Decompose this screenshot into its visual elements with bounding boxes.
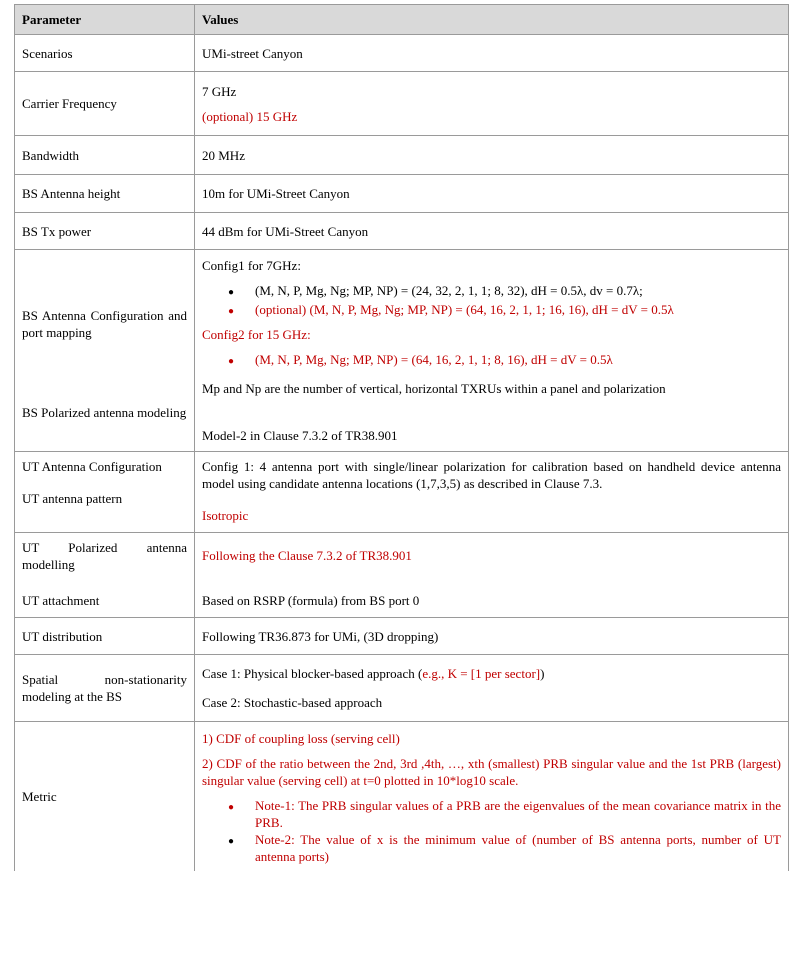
table-row — [15, 722, 789, 872]
row-value: UMi-street Canyon — [195, 35, 789, 72]
table-row — [15, 213, 789, 250]
row-label: UT distribution — [15, 618, 195, 655]
row-value: 44 dBm for UMi-Street Canyon — [195, 213, 789, 250]
parameter-table — [14, 4, 789, 871]
header-values: Values — [195, 5, 789, 35]
ut-polarized-label: UT Polarized antenna modelling — [22, 540, 187, 572]
table-row — [15, 533, 789, 618]
case1: Case 1: Physical blocker-based approach (e.g., K = [1 per sector]) — [202, 666, 545, 681]
row-value — [195, 722, 789, 872]
bs-polarized-value: Model-2 in Clause 7.3.2 of TR38.901 — [202, 428, 398, 443]
table-header-row — [15, 5, 789, 35]
case2: Case 2: Stochastic-based approach — [202, 695, 383, 710]
ut-config-label: UT Antenna Configuration — [22, 459, 162, 474]
metric-note-2: ● Note-2: The value of x is the minimum value of (number of BS antenna ports, number of UT antenna ports) — [228, 832, 781, 864]
table-row — [15, 35, 789, 72]
row-value — [195, 250, 789, 452]
table-row — [15, 72, 789, 136]
table-row — [15, 655, 789, 722]
row-label: Bandwidth — [15, 136, 195, 175]
config2-bullet-text: (M, N, P, Mg, Ng; MP, NP) = (64, 16, 2, 1, 1; 8, 16), dH = dV = 0.5λ — [255, 352, 613, 367]
config1-bullet: ● (M, N, P, Mg, Ng; MP, NP) = (24, 32, 2, 1, 1; 8, 32), dH = 0.5λ, dv = 0.7λ; — [228, 283, 643, 298]
row-label — [15, 452, 195, 533]
row-value: 20 MHz — [195, 136, 789, 175]
table-row — [15, 175, 789, 213]
table-row — [15, 250, 789, 452]
case1-example: e.g., K = [1 per sector] — [422, 666, 541, 681]
table-row — [15, 452, 789, 533]
table-row — [15, 136, 789, 175]
txru-note: Mp and Np are the number of vertical, horizontal TXRUs within a panel and polarization — [202, 381, 666, 396]
row-label: BS Antenna height — [15, 175, 195, 213]
metric-item-1: 1) CDF of coupling loss (serving cell) — [202, 731, 400, 746]
row-label: Spatial non-stationarity modeling at the BS — [15, 655, 195, 722]
ut-attach-value: Based on RSRP (formula) from BS port 0 — [202, 593, 420, 608]
config1-optional-bullet: ● (optional) (M, N, P, Mg, Ng; MP, NP) = (64, 16, 2, 1, 1; 16, 16), dH = dV = 0.5λ — [228, 302, 674, 317]
table-row — [15, 618, 789, 655]
row-label — [15, 533, 195, 618]
config2-title: Config2 for 15 GHz: — [202, 327, 311, 342]
row-value — [195, 72, 789, 136]
row-label: BS Tx power — [15, 213, 195, 250]
metric-item-2: 2) CDF of the ratio between the 2nd, 3rd ,4th, …, xth (smallest) PRB singular value and the 1st PRB (largest) singular value (serving cell) at t=0 plotted in 10*log10 scale. — [202, 756, 781, 788]
bs-config-label: BS Antenna Configuration and port mapping — [22, 308, 187, 340]
config1-optional-text: (optional) (M, N, P, Mg, Ng; MP, NP) = (64, 16, 2, 1, 1; 16, 16), dH = dV = 0.5λ — [255, 302, 674, 317]
row-label: Metric — [15, 722, 195, 872]
row-value — [195, 655, 789, 722]
row-label: Carrier Frequency — [15, 72, 195, 136]
carrier-7ghz: 7 GHz — [202, 83, 237, 99]
row-value: 10m for UMi-Street Canyon — [195, 175, 789, 213]
config2-bullet: ● (M, N, P, Mg, Ng; MP, NP) = (64, 16, 2, 1, 1; 8, 16), dH = dV = 0.5λ — [228, 352, 613, 367]
note-1-text: Note-1: The PRB singular values of a PRB are the eigenvalues of the mean covariance matrix in the PRB. — [255, 798, 781, 830]
row-label: Scenarios — [15, 35, 195, 72]
row-label — [15, 250, 195, 452]
header-parameter: Parameter — [15, 5, 195, 35]
metric-note-1: ● Note-1: The PRB singular values of a PRB are the eigenvalues of the mean covariance matrix in the PRB. — [228, 798, 781, 830]
bs-polarized-label: BS Polarized antenna modeling — [22, 405, 187, 420]
config1-title: Config1 for 7GHz: — [202, 258, 301, 273]
ut-attach-label: UT attachment — [22, 593, 100, 608]
row-value: Following TR36.873 for UMi, (3D dropping) — [195, 618, 789, 655]
config1-bullet-text: (M, N, P, Mg, Ng; MP, NP) = (24, 32, 2, 1, 1; 8, 32), dH = 0.5λ, dv = 0.7λ; — [255, 283, 643, 298]
ut-polarized-value: Following the Clause 7.3.2 of TR38.901 — [202, 548, 412, 563]
note-2-text: Note-2: The value of x is the minimum value of (number of BS antenna ports, number of UT antenna ports) — [255, 832, 781, 864]
row-value — [195, 452, 789, 533]
carrier-15ghz-optional: (optional) 15 GHz — [202, 108, 298, 124]
ut-pattern-value: Isotropic — [202, 508, 249, 523]
ut-config-value: Config 1: 4 antenna port with single/linear polarization for calibration based on handheld device antenna model using candidate antenna locations (1,7,3,5) as described in Clause 7.3. — [202, 459, 781, 491]
row-value — [195, 533, 789, 618]
ut-pattern-label: UT antenna pattern — [22, 491, 123, 506]
